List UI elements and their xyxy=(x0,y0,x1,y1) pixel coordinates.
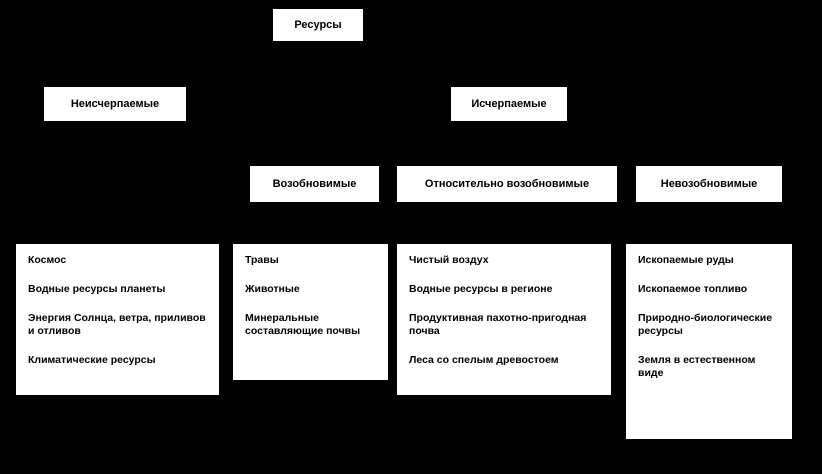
node-resources xyxy=(272,8,364,42)
list-item: Продуктивная пахотно-пригодная почва xyxy=(409,312,587,337)
list-item: Ископаемое топливо xyxy=(638,283,748,295)
node-non-renewable xyxy=(635,165,783,203)
node-label: Возобновимые xyxy=(272,177,357,190)
list-item: Травы xyxy=(245,254,279,266)
list-item: Водные ресурсы в регионе xyxy=(409,283,553,295)
list-item: Земля в естественном виде xyxy=(638,354,756,379)
list-non-renewable xyxy=(625,243,793,440)
list-relatively-renewable xyxy=(396,243,612,396)
list-item: Космос xyxy=(28,254,67,266)
list-item: Водные ресурсы планеты xyxy=(28,283,166,295)
list-inexhaustible xyxy=(15,243,220,396)
node-renewable xyxy=(249,165,380,203)
node-label: Исчерпаемые xyxy=(471,97,547,110)
list-renewable xyxy=(232,243,389,381)
list-item: Леса со спелым древостоем xyxy=(409,354,559,366)
list-item: Ископаемые руды xyxy=(638,254,734,266)
list-item: Чистый воздух xyxy=(409,254,489,266)
node-label: Неисчерпаемые xyxy=(70,97,160,110)
node-label: Ресурсы xyxy=(294,18,342,31)
node-label: Относительно возобновимые xyxy=(424,177,590,190)
node-label: Невозобновимые xyxy=(660,177,758,190)
node-exhaustible xyxy=(450,86,568,122)
node-relatively-renewable xyxy=(396,165,618,203)
list-item: Минеральные составляющие почвы xyxy=(245,312,361,337)
list-item: Природно-биологические ресурсы xyxy=(638,312,773,337)
list-item: Энергия Солнца, ветра, приливов и отливов xyxy=(28,312,206,337)
list-item: Климатические ресурсы xyxy=(28,354,156,366)
node-inexhaustible xyxy=(43,86,187,122)
list-item: Животные xyxy=(245,283,300,295)
